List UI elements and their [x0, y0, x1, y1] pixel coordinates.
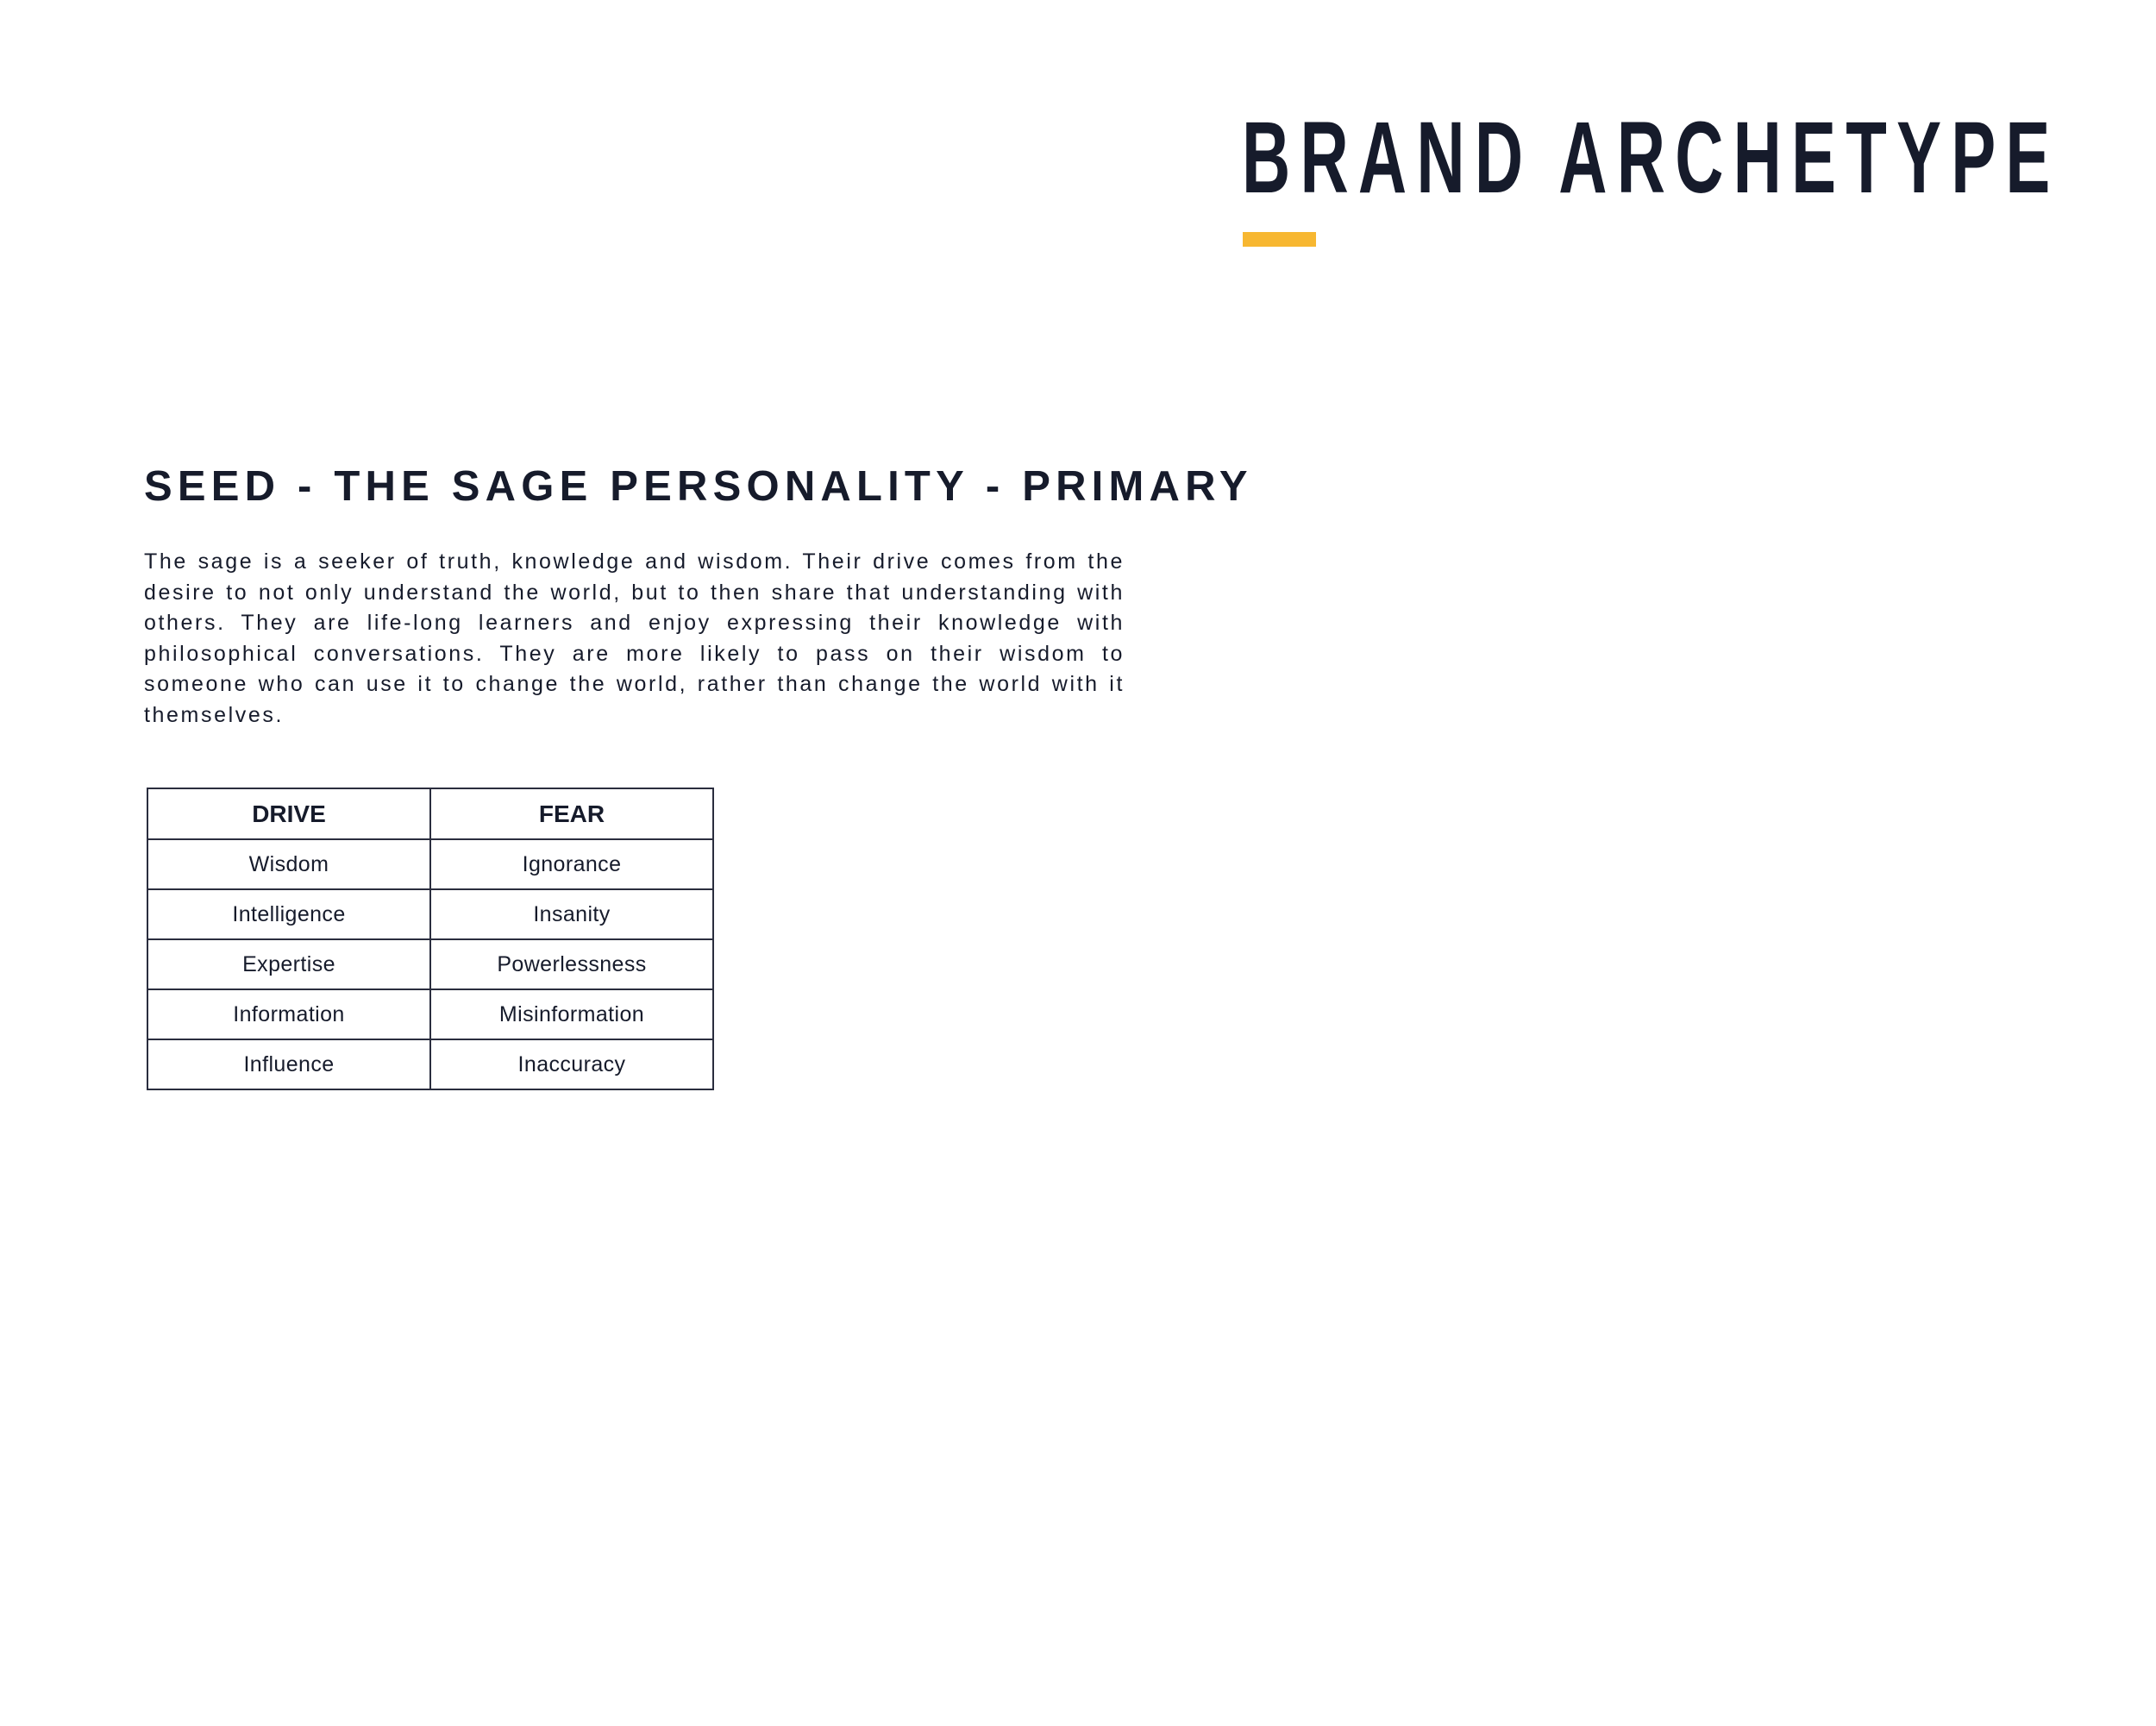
title-accent-bar [1243, 232, 1316, 247]
drive-cell: Expertise [147, 939, 430, 989]
table-row [147, 889, 713, 939]
table-row [147, 989, 713, 1039]
table-row [147, 839, 713, 889]
drive-fear-table [147, 788, 714, 1090]
column-header-drive: DRIVE [147, 788, 430, 839]
drive-cell: Influence [147, 1039, 430, 1089]
fear-cell: Misinformation [430, 989, 713, 1039]
drive-cell: Information [147, 989, 430, 1039]
drive-cell: Intelligence [147, 889, 430, 939]
fear-cell: Inaccuracy [430, 1039, 713, 1089]
fear-cell: Ignorance [430, 839, 713, 889]
table-row [147, 939, 713, 989]
table-row [147, 1039, 713, 1089]
archetype-description: The sage is a seeker of truth, knowledge and wisdom. Their drive comes from the desire to not only understand the world, but to then share that understanding with others. They are life-long learners and enjoy expressing their knowledge with philosophical conversations. They are more likely to pass on their wisdom to someone who can use it to change the world, rather than change the world with it themselves. [144, 549, 1125, 727]
column-header-fear: FEAR [430, 788, 713, 839]
table-header-row [147, 788, 713, 839]
fear-cell: Powerlessness [430, 939, 713, 989]
drive-cell: Wisdom [147, 839, 430, 889]
section-heading: SEED - THE SAGE PERSONALITY - PRIMARY [144, 463, 1253, 510]
fear-cell: Insanity [430, 889, 713, 939]
page-title: BRAND ARCHETYPE [1242, 101, 2060, 215]
